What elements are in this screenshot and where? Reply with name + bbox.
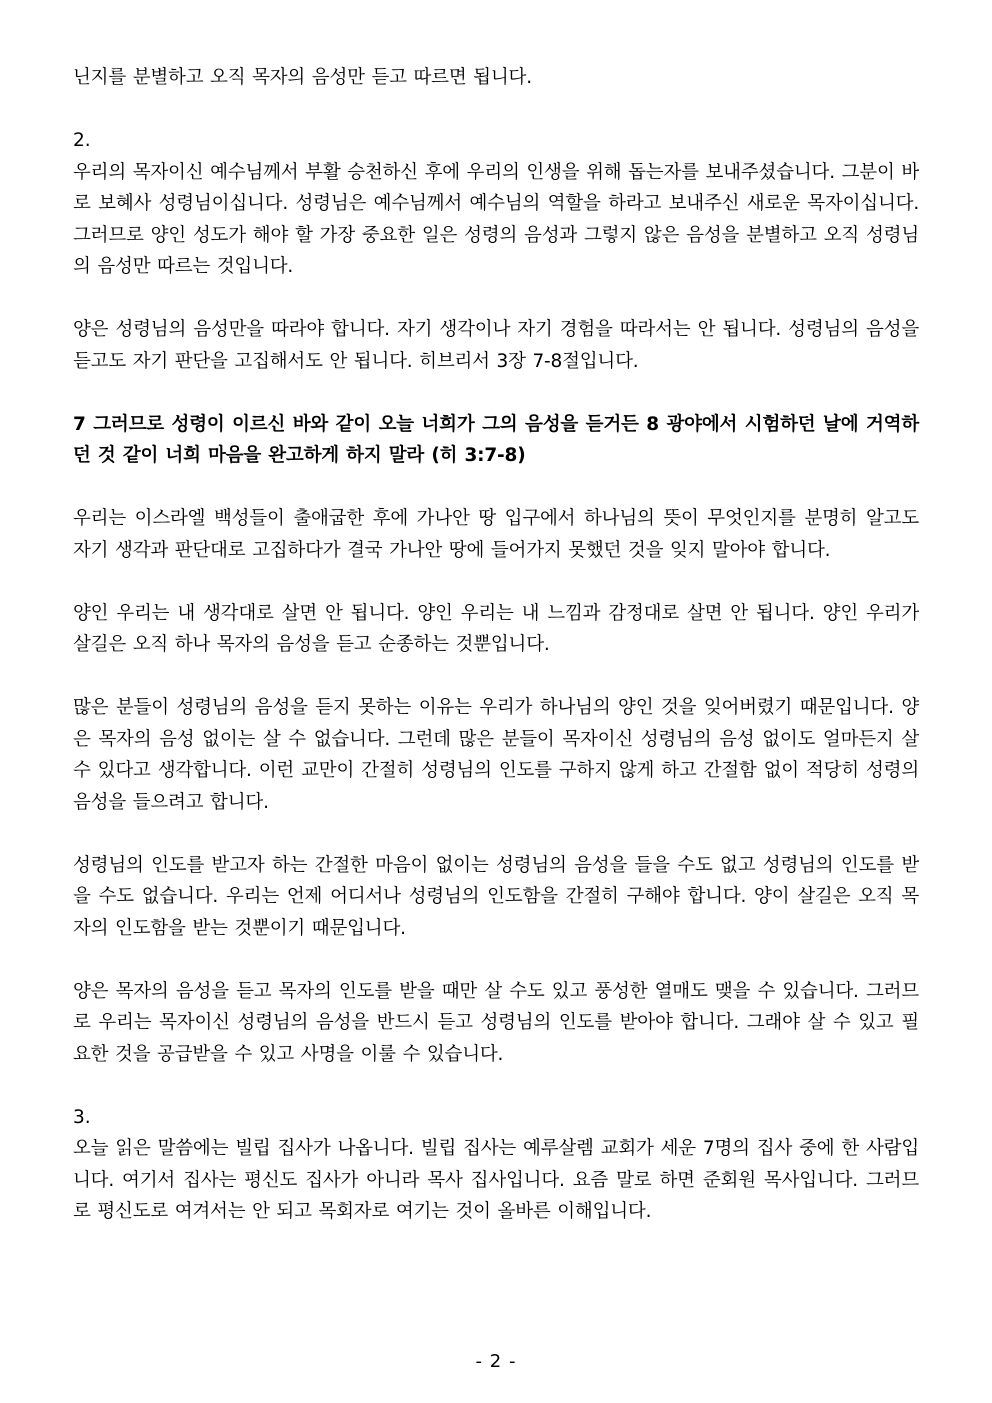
document-page [73,62,919,1228]
section-3-paragraph-1: 오늘 읽은 말씀에는 빌립 집사가 나옵니다. 빌립 집사는 예루살렘 교회가 세운 7명의 집사 중에 한 사람입니다. 여기서 집사는 평신도 집사가 아니라 목사 집사입니다. 요즘 말로 하면 준회원 목사입니다. 그러므로 평신도로 여겨서는 안 되고 목회자로 여기는 것이 올바른 이해입니다. [73,1138,919,1222]
page-number: - 2 - [475,1351,517,1372]
section-2-number: 2. [73,130,91,151]
section-2-paragraph-1: 우리의 목자이신 예수님께서 부활 승천하신 후에 우리의 인생을 위해 돕는자를 보내주셨습니다. 그분이 바로 보혜사 성령님이십니다. 성령님은 예수님께서 예수님의 역할을 하라고 보내주신 새로운 목자이십니다. 그러므로 양인 성도가 해야 할 가장 중요한 일은 성령의 음성과 그렇지 않은 음성을 분별하고 오직 성령님의 음성만 따르는 것입니다. [73,161,919,277]
section-2-paragraph-3: 우리는 이스라엘 백성들이 출애굽한 후에 가나안 땅 입구에서 하나님의 뜻이 무엇인지를 분명히 알고도 자기 생각과 판단대로 고집하다가 결국 가나안 땅에 들어가지 못했던 것을 잊지 말아야 합니다. [73,508,919,561]
scripture-verse: 7 그러므로 성령이 이르신 바와 같이 오늘 너희가 그의 음성을 듣거든 8 광야에서 시험하던 날에 거역하던 것 같이 너희 마음을 완고하게 하지 말라 (히 3:7-8) [73,413,919,466]
intro-line: 닌지를 분별하고 오직 목자의 음성만 듣고 따르면 됩니다. [73,67,532,88]
section-2-paragraph-2: 양은 성령님의 음성만을 따라야 합니다. 자기 생각이나 자기 경험을 따라서는 안 됩니다. 성령님의 음성을 듣고도 자기 판단을 고집해서도 안 됩니다. 히브리서 3장 7-8절입니다. [73,319,919,372]
section-2-paragraph-6: 성령님의 인도를 받고자 하는 간절한 마음이 없이는 성령님의 음성을 들을 수도 없고 성령님의 인도를 받을 수도 없습니다. 우리는 언제 어디서나 성령님의 인도함을 간절히 구해야 합니다. 양이 살길은 오직 목자의 인도함을 받는 것뿐이기 때문입니다. [73,854,919,939]
section-2-paragraph-5: 많은 분들이 성령님의 음성을 듣지 못하는 이유는 우리가 하나님의 양인 것을 잊어버렸기 때문입니다. 양은 목자의 음성 없이는 살 수 없습니다. 그런데 많은 분들이 목자이신 성령님의 음성 없이도 얼마든지 살 수 있다고 생각합니다. 이런 교만이 간절히 성령님의 인도를 구하지 않게 하고 간절함 없이 적당히 성령의 음성을 들으려고 합니다. [73,697,919,813]
section-2-paragraph-7: 양은 목자의 음성을 듣고 목자의 인도를 받을 때만 살 수도 있고 풍성한 열매도 맺을 수 있습니다. 그러므로 우리는 목자이신 성령님의 음성을 반드시 듣고 성령님의 인도를 받아야 합니다. 그래야 살 수 있고 필요한 것을 공급받을 수 있고 사명을 이룰 수 있습니다. [73,980,919,1065]
section-2-paragraph-4: 양인 우리는 내 생각대로 살면 안 됩니다. 양인 우리는 내 느낌과 감정대로 살면 안 됩니다. 양인 우리가 살길은 오직 하나 목자의 음성을 듣고 순종하는 것뿐입니다. [73,602,919,655]
section-3-number: 3. [73,1106,91,1128]
